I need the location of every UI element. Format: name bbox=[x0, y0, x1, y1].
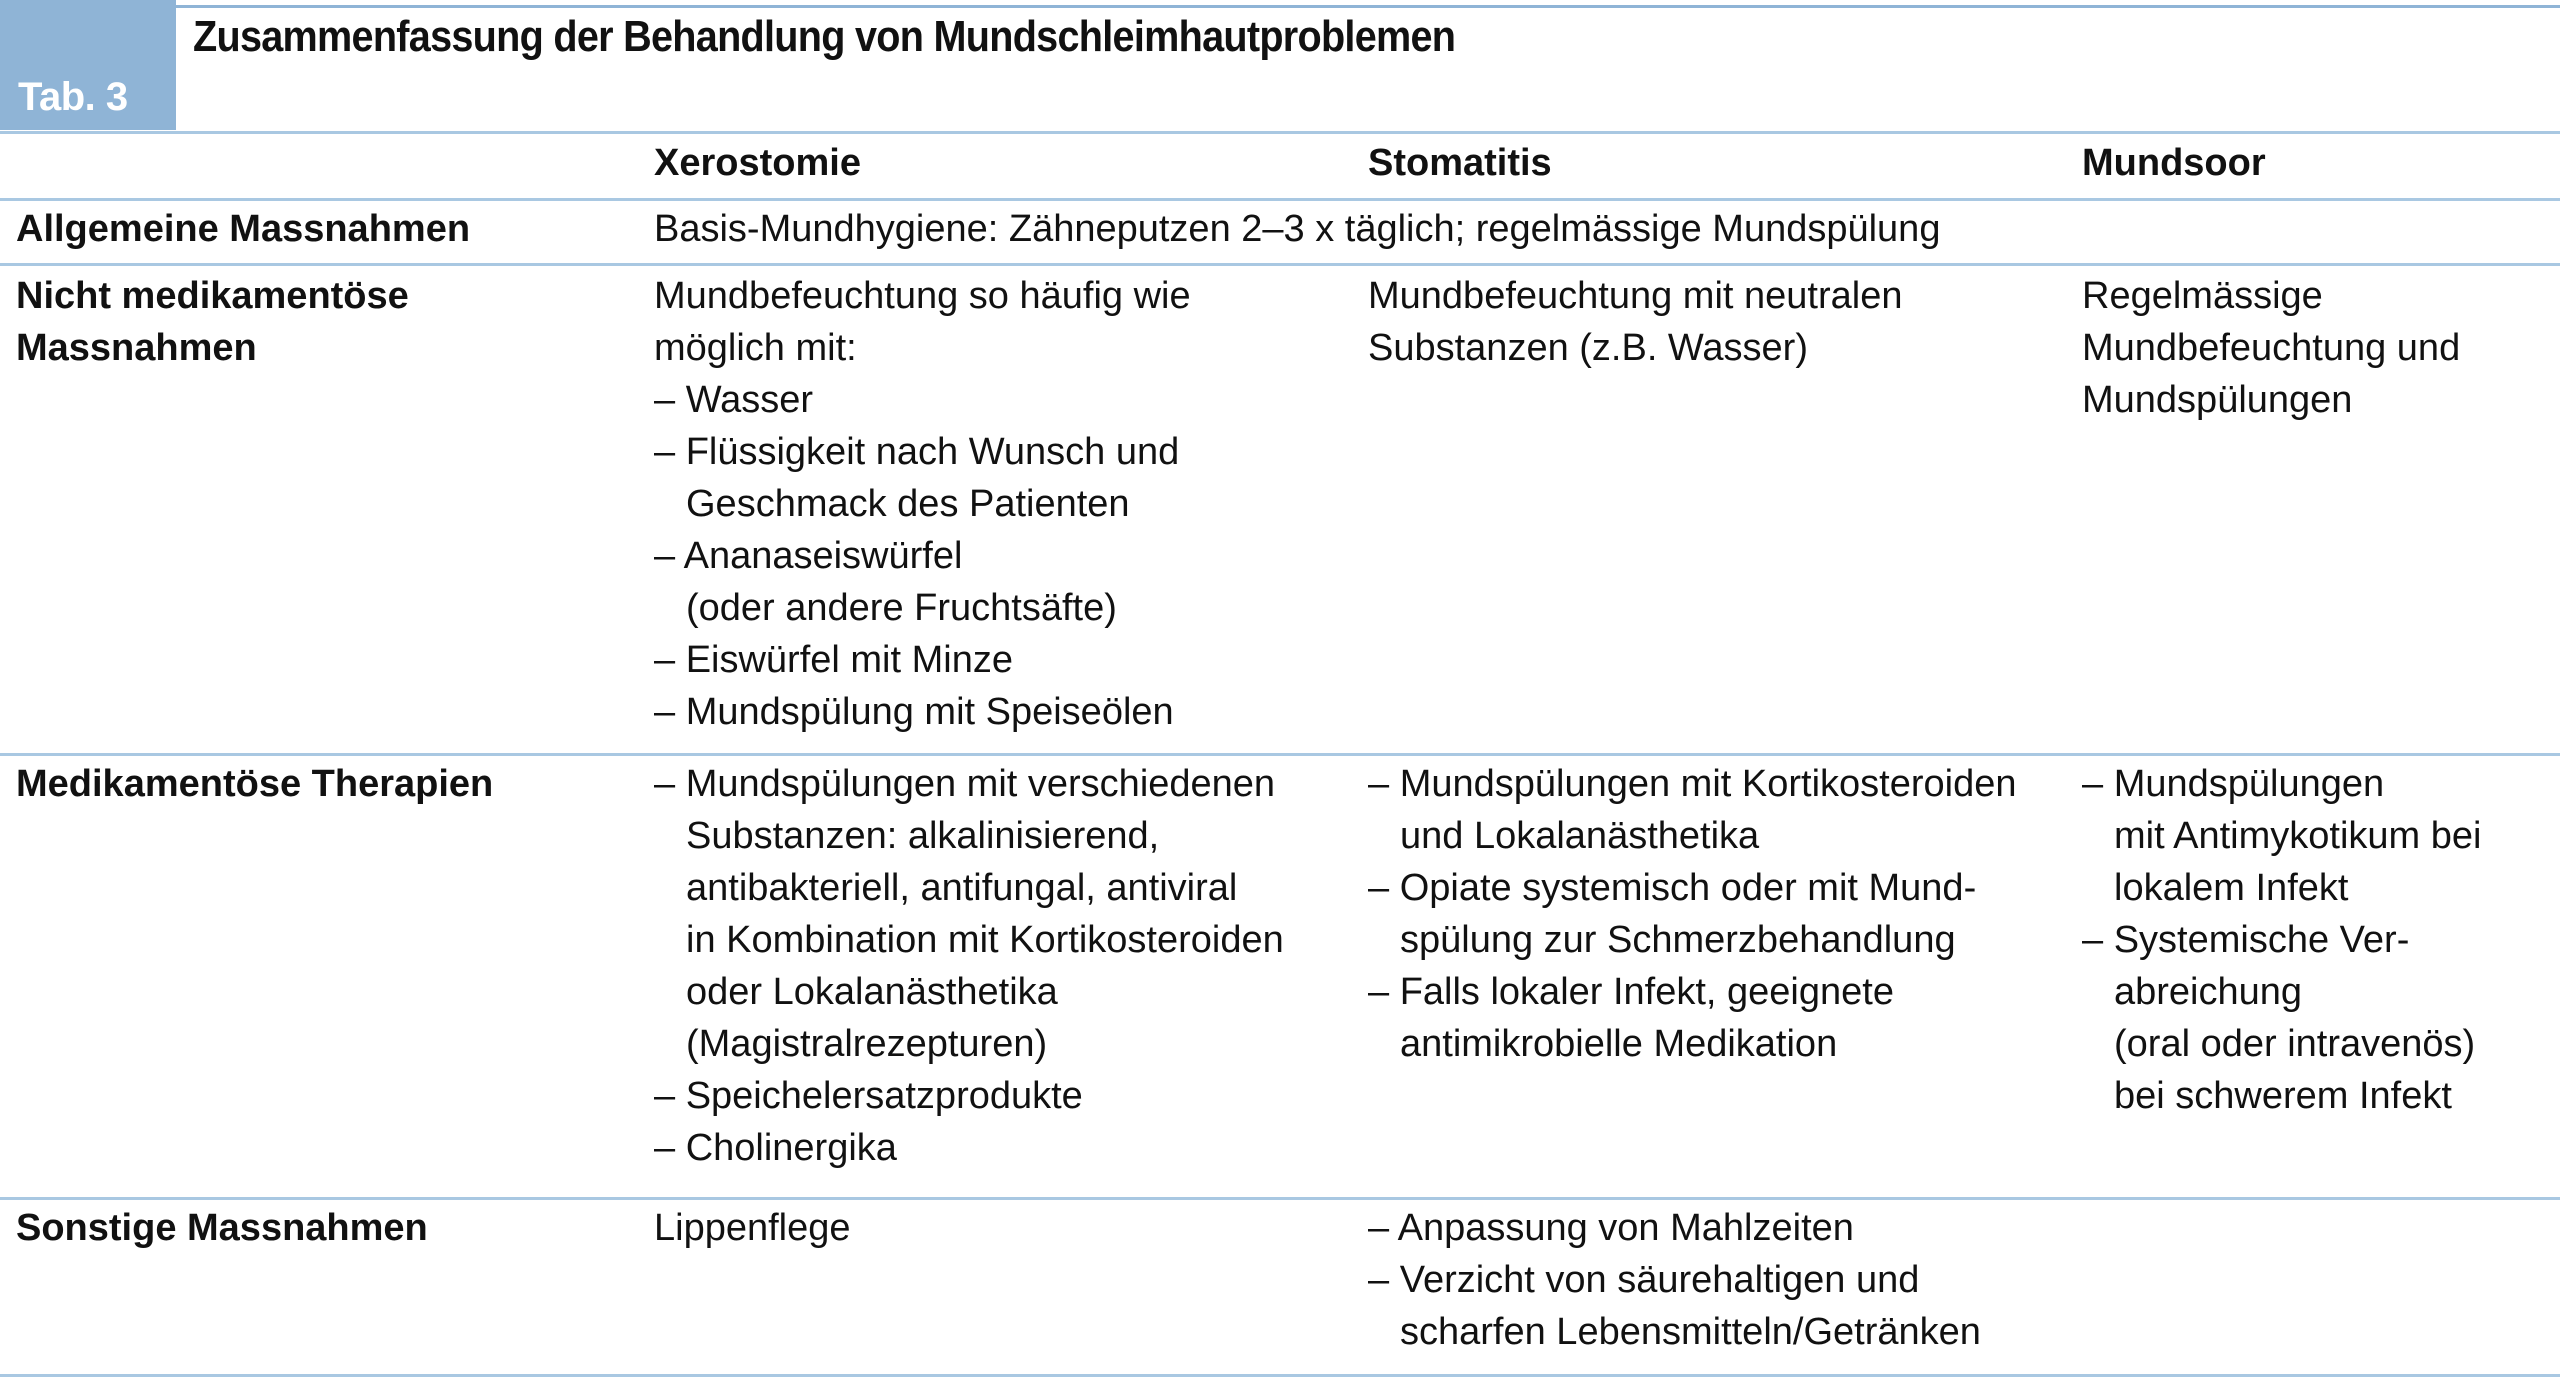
continuation-text: oder Lokalanästhetika bbox=[686, 971, 1058, 1013]
cell-nicht-medikamentoes-stomatitis bbox=[1368, 270, 1902, 374]
row-divider bbox=[0, 1197, 2560, 1200]
list-item-continuation bbox=[654, 966, 1284, 1018]
cell-medikamentoes-xerostomie bbox=[654, 758, 1284, 1174]
list-item-continuation bbox=[654, 478, 1191, 530]
continuation-text: und Lokalanästhetika bbox=[1400, 815, 1760, 857]
cell-line: Regelmässige bbox=[2082, 275, 2323, 317]
cell-medikamentoes-stomatitis bbox=[1368, 758, 2017, 1070]
cell-line: Mundbefeuchtung und bbox=[2082, 327, 2461, 369]
continuation-text: (oral oder intravenös) bbox=[2114, 1023, 2476, 1065]
table-tab-label bbox=[0, 0, 176, 130]
row-label-medikamentoese-therapien: Medikamentöse Therapien bbox=[16, 763, 494, 805]
row-label-sonstige-massnahmen: Sonstige Massnahmen bbox=[16, 1207, 428, 1249]
list-item-continuation bbox=[654, 862, 1284, 914]
cell-nicht-medikamentoes-mundsoor bbox=[2082, 270, 2460, 426]
list-item-continuation bbox=[2082, 862, 2481, 914]
list-item: – Wasser bbox=[654, 379, 814, 421]
row-label-allgemeine-massnahmen: Allgemeine Massnahmen bbox=[16, 208, 471, 250]
cell-line: Mundspülungen bbox=[2082, 379, 2353, 421]
cell-allgemeine-massnahmen-span: Basis-Mundhygiene: Zähneputzen 2–3 x täglich; regelmässige Mundspülung bbox=[654, 208, 1941, 250]
title-rule bbox=[176, 5, 2560, 8]
list-item: – Cholinergika bbox=[654, 1127, 897, 1169]
row-divider bbox=[0, 263, 2560, 266]
list-item: – Mundspülungen mit verschiedenen bbox=[654, 763, 1276, 805]
list-item: – Verzicht von säurehaltigen und bbox=[1368, 1259, 1920, 1301]
cell-sonstige-xerostomie bbox=[654, 1202, 851, 1254]
list-item-continuation bbox=[654, 582, 1191, 634]
list-item: – Anpassung von Mahlzeiten bbox=[1368, 1207, 1854, 1249]
continuation-text: antimikrobielle Medikation bbox=[1400, 1023, 1838, 1065]
list-item: – Ananaseiswürfel bbox=[654, 535, 963, 577]
list-item-continuation bbox=[2082, 1018, 2481, 1070]
header-top-rule bbox=[0, 131, 2560, 134]
list-item: – Mundspülungen mit Kortikosteroiden bbox=[1368, 763, 2017, 805]
continuation-text: spülung zur Schmerzbehandlung bbox=[1400, 919, 1956, 961]
continuation-text: scharfen Lebensmitteln/Getränken bbox=[1400, 1311, 1981, 1353]
list-item-continuation bbox=[654, 1018, 1284, 1070]
list-item: – Flüssigkeit nach Wunsch und bbox=[654, 431, 1180, 473]
list-item: – Opiate systemisch oder mit Mund- bbox=[1368, 867, 1977, 909]
list-item-continuation bbox=[1368, 914, 2017, 966]
list-item-continuation bbox=[654, 914, 1284, 966]
header-bottom-rule bbox=[0, 198, 2560, 201]
list-item: – Systemische Ver- bbox=[2082, 919, 2410, 961]
cell-nicht-medikamentoes-xerostomie bbox=[654, 270, 1191, 738]
list-item-continuation bbox=[2082, 966, 2481, 1018]
continuation-text: (oder andere Fruchtsäfte) bbox=[686, 587, 1117, 629]
list-item: – Falls lokaler Infekt, geeignete bbox=[1368, 971, 1894, 1013]
list-item: – Mundspülung mit Speiseölen bbox=[654, 691, 1174, 733]
cell-line: möglich mit: bbox=[654, 327, 857, 369]
continuation-text: in Kombination mit Kortikosteroiden bbox=[686, 919, 1284, 961]
cell-line: Mundbefeuchtung mit neutralen bbox=[1368, 275, 1903, 317]
list-item: – Speichelersatzprodukte bbox=[654, 1075, 1083, 1117]
continuation-text: abreichung bbox=[2114, 971, 2303, 1013]
continuation-text: antibakteriell, antifungal, antiviral bbox=[686, 867, 1238, 909]
continuation-text: lokalem Infekt bbox=[2114, 867, 2349, 909]
list-item: – Mundspülungen bbox=[2082, 763, 2385, 805]
cell-line: Lippenflege bbox=[654, 1207, 851, 1249]
column-header-xerostomie: Xerostomie bbox=[654, 142, 861, 184]
cell-line: Mundbefeuchtung so häufig wie bbox=[654, 275, 1191, 317]
cell-sonstige-stomatitis bbox=[1368, 1202, 1981, 1358]
list-item-continuation bbox=[1368, 810, 2017, 862]
table-number: Tab. 3 bbox=[18, 75, 128, 119]
column-header-stomatitis: Stomatitis bbox=[1368, 142, 1552, 184]
column-header-mundsoor: Mundsoor bbox=[2082, 142, 2266, 184]
continuation-text: mit Antimykotikum bei bbox=[2114, 815, 2482, 857]
list-item-continuation bbox=[654, 810, 1284, 862]
cell-medikamentoes-mundsoor bbox=[2082, 758, 2481, 1122]
continuation-text: Geschmack des Patienten bbox=[686, 483, 1130, 525]
list-item-continuation bbox=[2082, 810, 2481, 862]
row-label-line: Massnahmen bbox=[16, 327, 257, 369]
continuation-text: Substanzen: alkalinisierend, bbox=[686, 815, 1160, 857]
row-label-line: Nicht medikamentöse bbox=[16, 275, 409, 317]
list-item: – Eiswürfel mit Minze bbox=[654, 639, 1013, 681]
list-item-continuation bbox=[2082, 1070, 2481, 1122]
continuation-text: (Magistralrezepturen) bbox=[686, 1023, 1048, 1065]
list-item-continuation bbox=[1368, 1018, 2017, 1070]
table-bottom-rule bbox=[0, 1374, 2560, 1377]
table-title: Zusammenfassung der Behandlung von Mundschleimhautproblemen bbox=[193, 12, 1456, 61]
list-item-continuation bbox=[1368, 1306, 1981, 1358]
cell-line: Substanzen (z.B. Wasser) bbox=[1368, 327, 1808, 369]
row-divider bbox=[0, 753, 2560, 756]
continuation-text: bei schwerem Infekt bbox=[2114, 1075, 2452, 1117]
row-label-nicht-medikamentoese-massnahmen bbox=[16, 270, 409, 374]
